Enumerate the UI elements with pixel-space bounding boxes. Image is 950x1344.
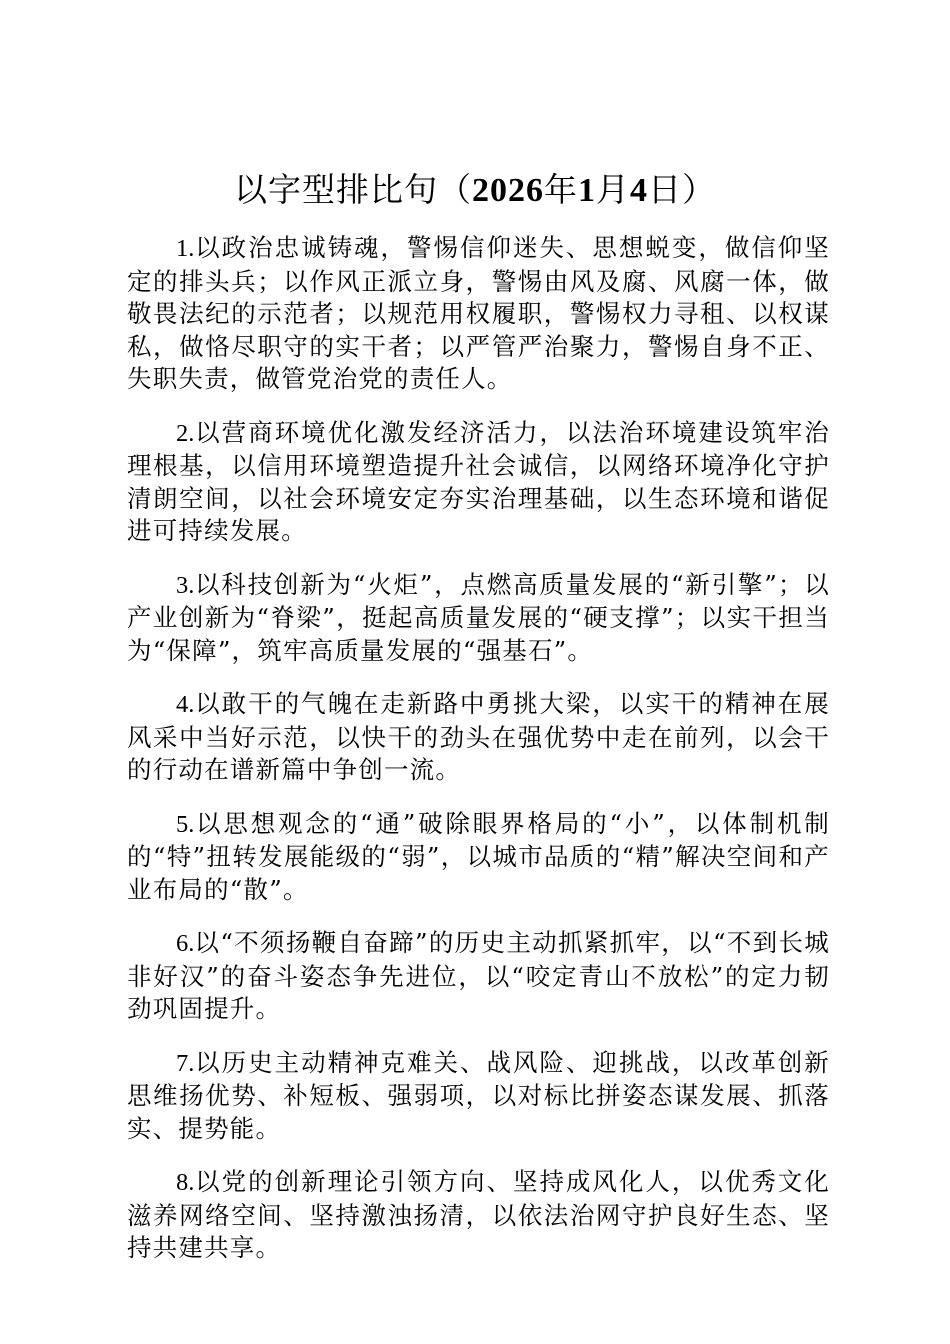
paragraph-index: 4. <box>176 691 195 718</box>
paragraph-index: 1. <box>176 235 195 262</box>
paragraph-index: 6. <box>176 930 195 957</box>
paragraph-index: 3. <box>176 571 195 599</box>
paragraph-index: 5. <box>176 810 195 838</box>
paragraph-2 <box>127 417 830 548</box>
paragraph-6 <box>127 927 830 1026</box>
title-suffix: 日） <box>648 170 716 209</box>
paragraph-text: 以科技创新为“火炬”，点燃高质量发展的“新引擎”；以产业创新为“脊梁”，挺起高质量发展的“硬支撑”；以实干担当为“保障”，筑牢高质量发展的“强基石”。 <box>127 569 830 665</box>
title-month: 1 <box>578 172 596 209</box>
paragraph-index: 2. <box>176 419 195 447</box>
paragraph-text: 以“不须扬鞭自奋蹄”的历史主动抓紧抓牢，以“不到长城非好汉”的奋斗姿态争先进位，以“咬定青山不放松”的定力韧劲巩固提升。 <box>127 928 830 1023</box>
paragraph-index: 7. <box>176 1049 195 1077</box>
paragraph-text: 以政治忠诚铸魂，警惕信仰迷失、思想蜕变，做信仰坚定的排头兵；以作风正派立身，警惕由风及腐、风腐一体，做敬畏法纪的示范者；以规范用权履职，警惕权力寻租、以权谋私，做恪尽职守的实干者；以严管严治聚力，警惕自身不正、失职失责，做管党治党的责任人。 <box>127 233 830 393</box>
paragraph-1 <box>127 232 830 396</box>
paragraph-text: 以党的创新理论引领方向、坚持成风化人，以优秀文化滋养网络空间、坚持激浊扬清，以依法治网守护良好生态、坚持共建共享。 <box>127 1167 830 1262</box>
page-title <box>120 166 830 215</box>
paragraph-index: 8. <box>176 1169 195 1196</box>
paragraph-5 <box>127 808 830 907</box>
paragraph-4 <box>127 688 830 787</box>
document-body <box>127 232 830 1286</box>
title-prefix: 以字型排比句（ <box>234 170 472 209</box>
paragraph-text: 以敢干的气魄在走新路中勇挑大梁，以实干的精神在展风采中当好示范，以快干的劲头在强优势中走在前列，以会干的行动在谱新篇中争创一流。 <box>127 689 830 784</box>
title-day: 4 <box>630 172 648 209</box>
paragraph-8 <box>127 1166 830 1265</box>
title-year-unit: 年 <box>544 170 578 209</box>
title-year: 2026 <box>472 172 544 209</box>
paragraph-text: 以思想观念的“通”破除眼界格局的“小”，以体制机制的“特”扭转发展能级的“弱”，以城市品质的“精”解决空间和产业布局的“散”。 <box>127 808 830 904</box>
paragraph-text: 以营商环境优化激发经济活力，以法治环境建设筑牢治理根基，以信用环境塑造提升社会诚信，以网络环境净化守护清朗空间，以社会环境安定夯实治理基础，以生态环境和谐促进可持续发展。 <box>127 417 830 545</box>
paragraph-text: 以历史主动精神克难关、战风险、迎挑战，以改革创新思维扬优势、补短板、强弱项，以对标比拼姿态谋发展、抓落实、提势能。 <box>127 1047 830 1143</box>
title-month-unit: 月 <box>596 170 630 209</box>
paragraph-3 <box>127 569 830 668</box>
paragraph-7 <box>127 1047 830 1146</box>
